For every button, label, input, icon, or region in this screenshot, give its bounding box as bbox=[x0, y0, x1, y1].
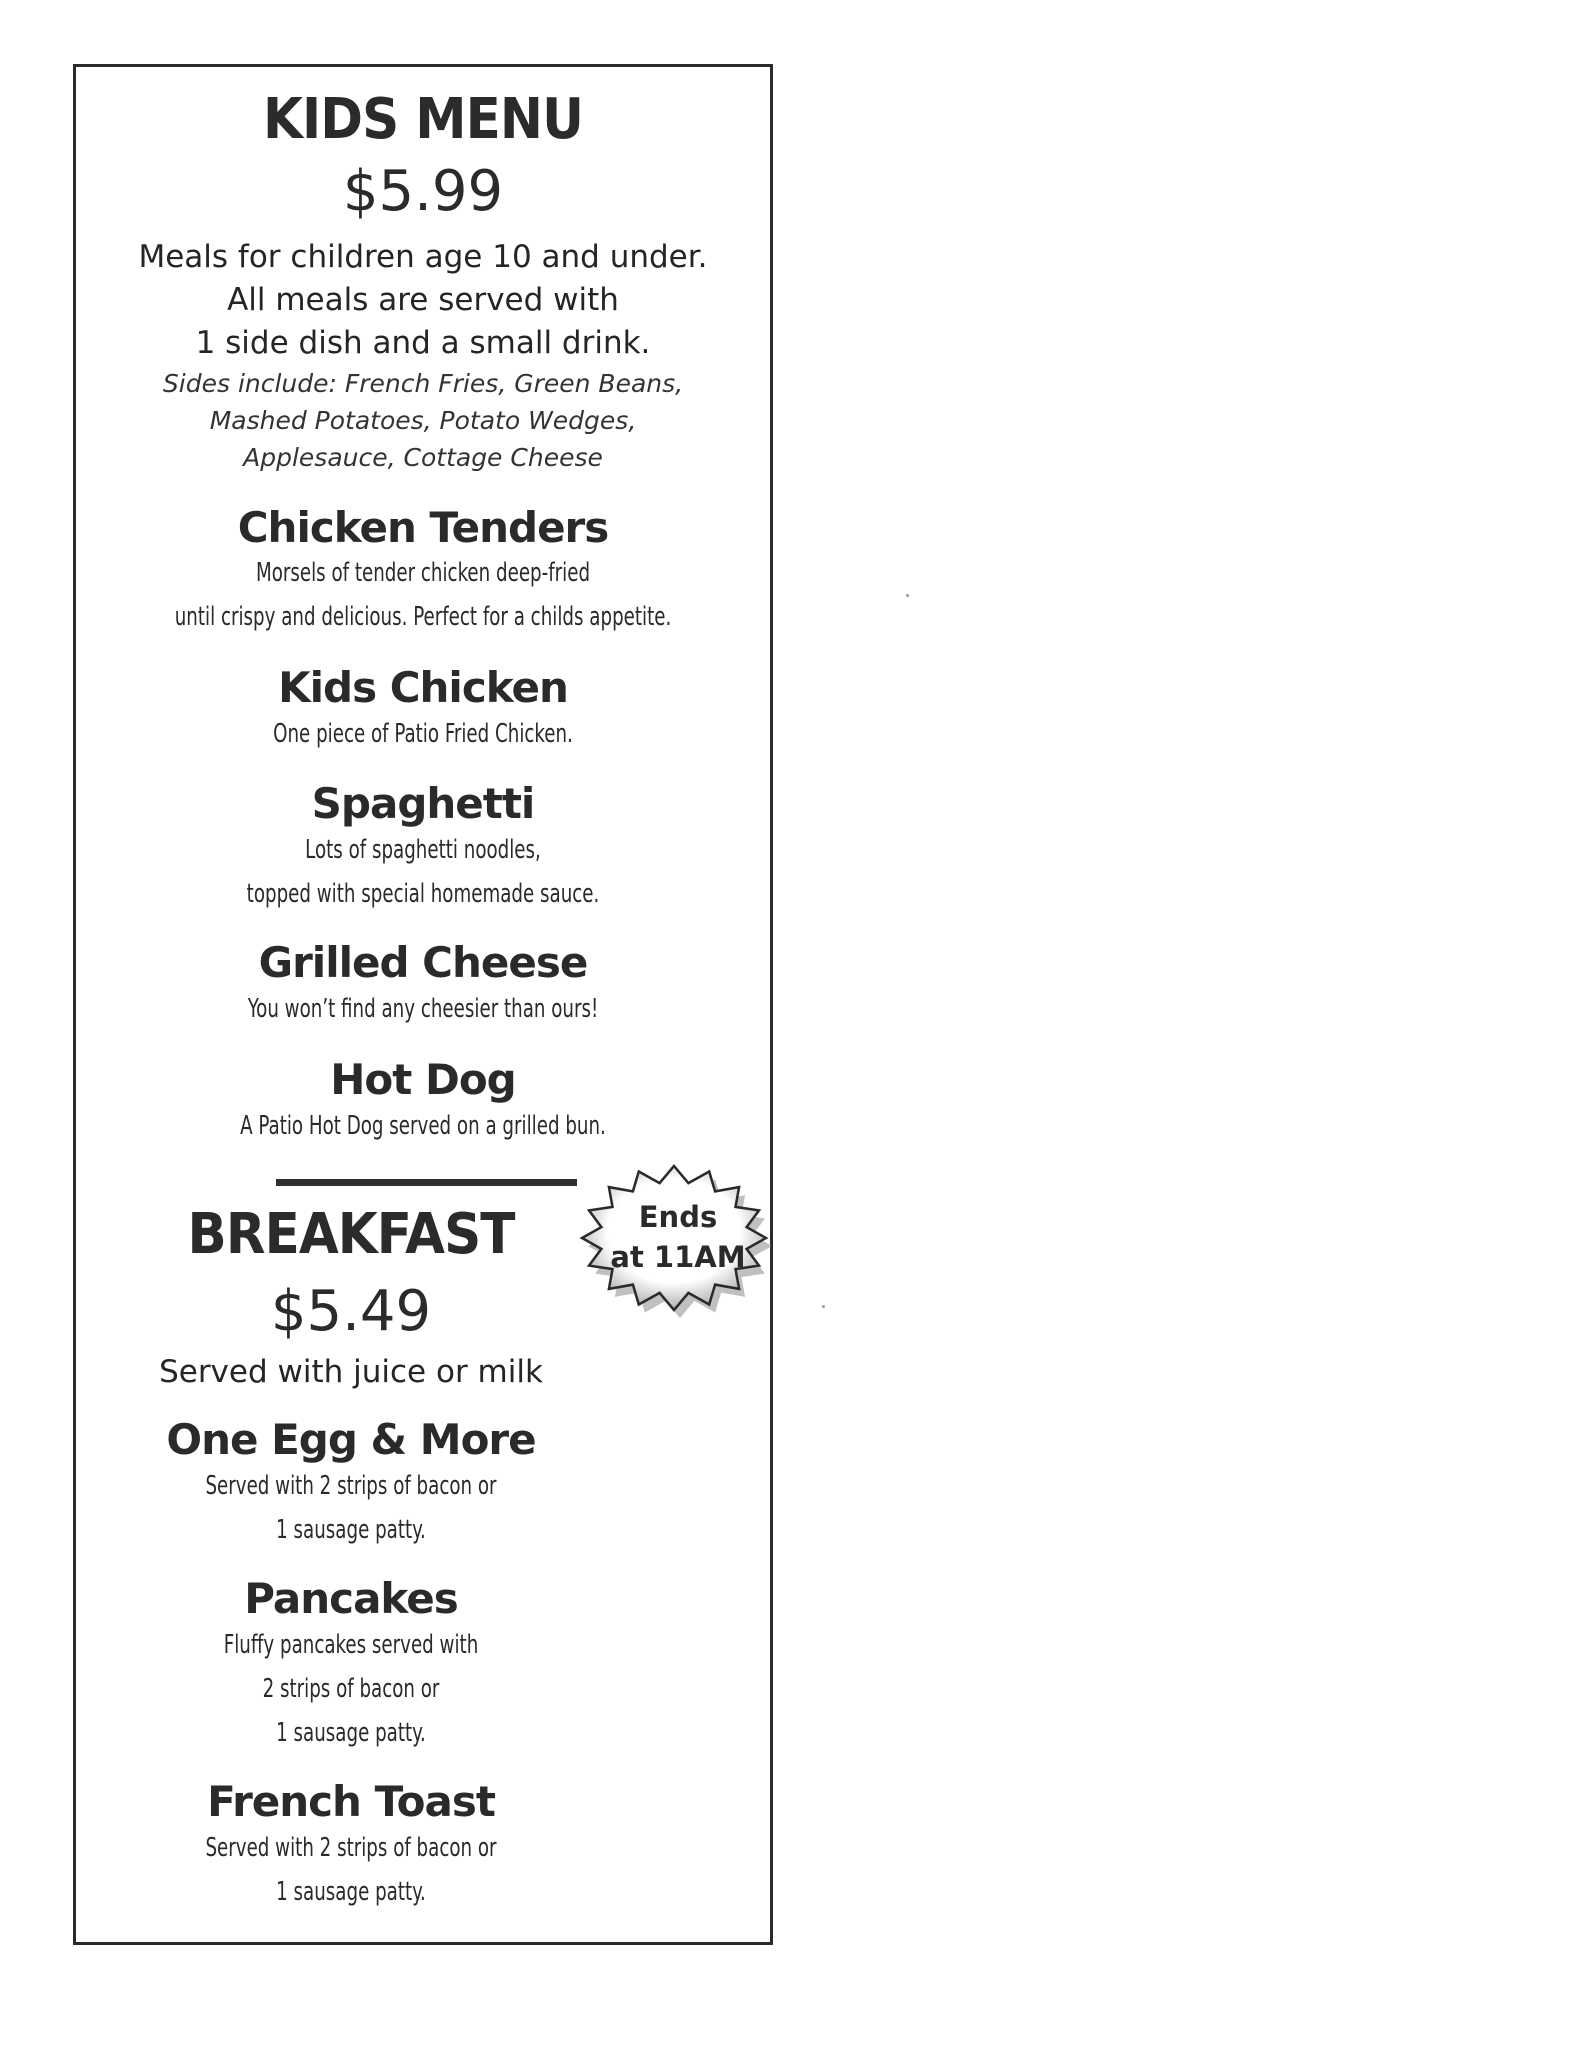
kids-menu-price: $5.99 bbox=[342, 159, 504, 224]
menu-item-desc: 1 sausage patty. bbox=[276, 1718, 426, 1748]
badge-line: at 11AM bbox=[610, 1240, 746, 1274]
menu-item-desc: 2 strips of bacon or bbox=[262, 1674, 440, 1704]
kids-menu-title: KIDS MENU bbox=[262, 87, 584, 152]
kids-sides-line: Sides include: French Fries, Green Beans, bbox=[162, 369, 684, 398]
badge-line: Ends bbox=[638, 1200, 718, 1234]
menu-item-desc: Fluffy pancakes served with bbox=[223, 1630, 479, 1660]
menu-item-desc: 1 sausage patty. bbox=[276, 1515, 426, 1545]
scan-speck bbox=[822, 1305, 825, 1308]
menu-item-title: French Toast bbox=[207, 1777, 495, 1826]
ends-at-11am-badge bbox=[578, 1162, 778, 1322]
section-divider bbox=[276, 1179, 577, 1186]
menu-item-desc: topped with special homemade sauce. bbox=[246, 879, 600, 909]
menu-item-title: Spaghetti bbox=[311, 779, 535, 828]
menu-item-desc: One piece of Patio Fried Chicken. bbox=[273, 719, 573, 749]
kids-sides-line: Mashed Potatoes, Potato Wedges, bbox=[209, 406, 637, 435]
kids-intro-line: 1 side dish and a small drink. bbox=[195, 325, 651, 361]
menu-item-title: Kids Chicken bbox=[278, 663, 568, 712]
menu-item-desc: Lots of spaghetti noodles, bbox=[305, 835, 541, 865]
menu-item-title: Pancakes bbox=[244, 1574, 458, 1623]
menu-item-desc: Served with 2 strips of bacon or bbox=[205, 1833, 497, 1863]
menu-item-desc: Served with 2 strips of bacon or bbox=[205, 1471, 497, 1501]
scan-speck bbox=[906, 594, 909, 597]
menu-item-desc: You won’t find any cheesier than ours! bbox=[247, 994, 599, 1024]
breakfast-note: Served with juice or milk bbox=[159, 1354, 543, 1390]
menu-item-desc: until crispy and delicious. Perfect for a childs appetite. bbox=[174, 602, 672, 632]
kids-intro-line: Meals for children age 10 and under. bbox=[138, 239, 708, 275]
menu-panel bbox=[73, 64, 773, 1945]
kids-intro-line: All meals are served with bbox=[227, 282, 619, 318]
menu-item-desc: Morsels of tender chicken deep-fried bbox=[255, 558, 591, 588]
menu-item-desc: A Patio Hot Dog served on a grilled bun. bbox=[240, 1111, 606, 1141]
menu-item-desc: 1 sausage patty. bbox=[276, 1877, 426, 1907]
menu-item-title: One Egg & More bbox=[166, 1415, 536, 1464]
menu-item-title: Hot Dog bbox=[330, 1055, 516, 1104]
menu-item-title: Grilled Cheese bbox=[258, 938, 588, 987]
breakfast-title: BREAKFAST bbox=[187, 1202, 515, 1267]
kids-sides-line: Applesauce, Cottage Cheese bbox=[243, 443, 603, 472]
breakfast-price: $5.49 bbox=[270, 1279, 432, 1344]
menu-item-title: Chicken Tenders bbox=[237, 503, 609, 552]
